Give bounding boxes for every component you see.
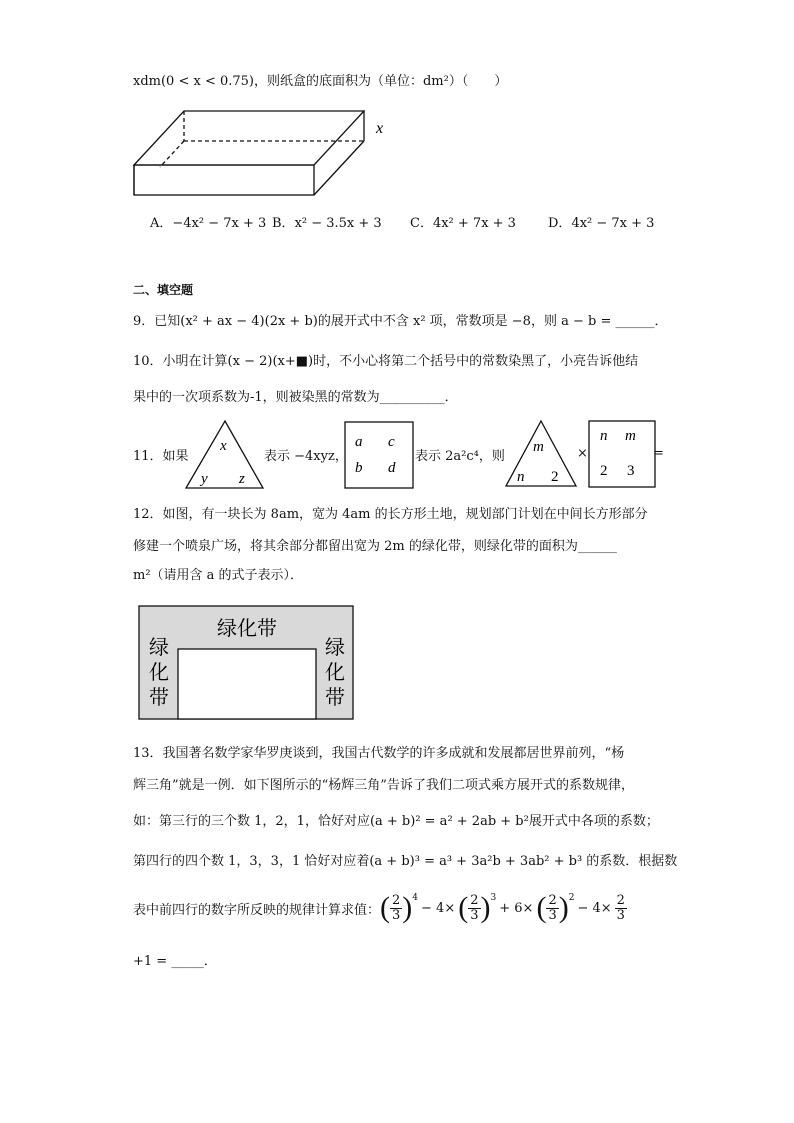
q13-line4: 第四行的四个数 1，3，3，1 恰好对应着(a + b)³ = a³ + 3a²b + 3ab² + b³ 的系数．根据数 bbox=[133, 854, 678, 869]
svg-text:n: n bbox=[600, 428, 608, 444]
q10-line1: 10．小明在计算(x − 2)(x+■)时，不小心将第二个括号中的常数染黑了，小亮告诉他结 bbox=[133, 354, 639, 369]
q8-tail-text: xdm(0 < x < 0.75)，则纸盒的底面积为（单位：dm²）（ ） bbox=[133, 74, 508, 89]
q11-equals: = bbox=[653, 446, 664, 461]
q11-times: × bbox=[577, 446, 588, 461]
q13-line2: 辉三角”就是一例．如下图所示的“杨辉三角”告诉了我们二项式乘方展开式的系数规律， bbox=[133, 778, 634, 793]
q8-option-c: C．4x² + 7x + 3 bbox=[410, 216, 516, 231]
svg-text:带: 带 bbox=[149, 687, 169, 709]
q8-option-b: B．x² − 3.5x + 3 bbox=[272, 216, 382, 231]
svg-text:2: 2 bbox=[551, 469, 559, 485]
q12-line1: 12．如图，有一块长为 8am，宽为 4am 的长方形土地，规划部门计划在中间长方形部分 bbox=[133, 507, 648, 522]
svg-text:n: n bbox=[517, 469, 525, 485]
svg-text:m: m bbox=[625, 428, 636, 444]
svg-text:d: d bbox=[388, 460, 396, 476]
svg-text:2: 2 bbox=[600, 463, 608, 479]
svg-text:m: m bbox=[533, 439, 544, 455]
triangle-figure-2 bbox=[503, 418, 579, 490]
svg-text:带: 带 bbox=[325, 687, 345, 709]
q11-mid1: 表示 −4xyz， bbox=[264, 449, 348, 464]
q11-prefix: 11．如果 bbox=[133, 449, 189, 464]
svg-text:b: b bbox=[355, 460, 363, 476]
q10-line2: 果中的一次项系数为-1，则被染黑的常数为__________． bbox=[133, 390, 458, 405]
box-height-label: x bbox=[376, 120, 384, 137]
svg-text:绿: 绿 bbox=[325, 637, 345, 659]
section-heading: 二、填空题 bbox=[133, 283, 194, 297]
q13-line1: 13．我国著名数学家华罗庚谈到，我国古代数学的许多成就和发展都居世界前列，“杨 bbox=[133, 746, 625, 761]
svg-text:化: 化 bbox=[325, 662, 345, 684]
triangle-figure-1 bbox=[183, 418, 267, 492]
svg-text:化: 化 bbox=[149, 662, 169, 684]
svg-text:a: a bbox=[355, 434, 363, 450]
svg-text:绿: 绿 bbox=[149, 637, 169, 659]
q8-option-d: D．4x² − 7x + 3 bbox=[548, 216, 655, 231]
svg-text:x: x bbox=[220, 438, 227, 454]
q13-expression: 表中前四行的数字所反映的规律计算求值： ( $\frac{2}{3}$ ) $^4$ − 4× ( $\frac{2}{3}$ ) $^3$ + 6× ( $\frac{2}{3}$ ) $^2$ − 4× $\frac{2}{3}$ bbox=[133, 891, 625, 924]
q11-mid2: 表示 2a²c⁴，则 bbox=[415, 449, 505, 464]
q12-line3: m²（请用含 a 的式子表示）． bbox=[133, 568, 304, 583]
svg-text:y: y bbox=[201, 471, 208, 487]
svg-text:z: z bbox=[239, 471, 245, 487]
square-figure-1 bbox=[343, 420, 415, 490]
square-figure-2 bbox=[587, 419, 657, 489]
q13-line6: +1 = _____． bbox=[133, 954, 217, 969]
svg-text:绿化带: 绿化带 bbox=[217, 618, 277, 640]
q12-line2: 修建一个喷泉广场，将其余部分都留出宽为 2m 的绿化带，则绿化带的面积为______ bbox=[133, 539, 617, 554]
svg-text:3: 3 bbox=[627, 463, 635, 479]
q8-option-a: A．−4x² − 7x + 3 bbox=[150, 216, 267, 231]
q13-line3: 如：第三行的三个数 1，2，1，恰好对应(a + b)² = a² + 2ab + b²展开式中各项的系数； bbox=[133, 814, 659, 829]
q9-text: 9．已知(x² + ax − 4)(2x + b)的展开式中不含 x² 项，常数项是 −8，则 a − b = ______． bbox=[133, 314, 668, 329]
svg-text:c: c bbox=[388, 434, 395, 450]
box-figure bbox=[130, 105, 400, 200]
garden-figure bbox=[137, 604, 357, 724]
